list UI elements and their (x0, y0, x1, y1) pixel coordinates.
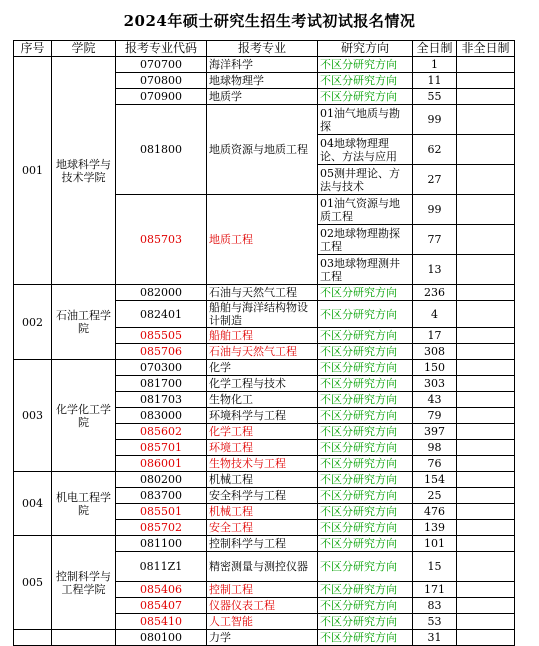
parttime-count (457, 285, 515, 301)
parttime-count (457, 225, 515, 255)
college-name: 机电工程学院 (52, 472, 116, 536)
research-direction: 不区分研究方向 (318, 504, 413, 520)
major-name: 力学 (207, 630, 318, 646)
fulltime-count: 77 (413, 225, 457, 255)
major-code: 081703 (116, 392, 207, 408)
major-name: 人工智能 (207, 614, 318, 630)
fulltime-count: 236 (413, 285, 457, 301)
major-name: 船舶与海洋结构物设计制造 (207, 301, 318, 328)
college-number: 005 (14, 536, 52, 630)
table-row (14, 360, 515, 376)
major-code: 086001 (116, 456, 207, 472)
parttime-count (457, 488, 515, 504)
major-code: 085701 (116, 440, 207, 456)
parttime-count (457, 614, 515, 630)
parttime-count (457, 504, 515, 520)
fulltime-count: 397 (413, 424, 457, 440)
research-direction: 01油气地质与勘探 (318, 105, 413, 135)
parttime-count (457, 344, 515, 360)
parttime-count (457, 195, 515, 225)
major-code: 085602 (116, 424, 207, 440)
fulltime-count: 53 (413, 614, 457, 630)
fulltime-count: 303 (413, 376, 457, 392)
fulltime-count: 1 (413, 57, 457, 73)
research-direction: 不区分研究方向 (318, 536, 413, 552)
table-body (14, 57, 515, 646)
table-row (14, 630, 515, 646)
major-code: 083700 (116, 488, 207, 504)
research-direction: 不区分研究方向 (318, 344, 413, 360)
college-number: 003 (14, 360, 52, 472)
fulltime-count: 83 (413, 598, 457, 614)
fulltime-count: 13 (413, 255, 457, 285)
research-direction: 不区分研究方向 (318, 424, 413, 440)
major-name: 控制工程 (207, 582, 318, 598)
parttime-count (457, 392, 515, 408)
research-direction: 不区分研究方向 (318, 614, 413, 630)
page-title: 2024年硕士研究生招生考试初试报名情况 (123, 12, 416, 30)
fulltime-count: 308 (413, 344, 457, 360)
fulltime-count: 31 (413, 630, 457, 646)
enrollment-table (13, 40, 515, 646)
parttime-count (457, 424, 515, 440)
parttime-count (457, 582, 515, 598)
fulltime-count: 99 (413, 195, 457, 225)
major-name: 船舶工程 (207, 328, 318, 344)
fulltime-count: 27 (413, 165, 457, 195)
major-name: 安全工程 (207, 520, 318, 536)
major-code: 085406 (116, 582, 207, 598)
major-code: 080200 (116, 472, 207, 488)
parttime-count (457, 456, 515, 472)
fulltime-count: 79 (413, 408, 457, 424)
research-direction: 不区分研究方向 (318, 89, 413, 105)
major-name: 化学 (207, 360, 318, 376)
major-name: 控制科学与工程 (207, 536, 318, 552)
research-direction: 05测井理论、方法与技术 (318, 165, 413, 195)
parttime-count (457, 520, 515, 536)
major-name: 化学工程 (207, 424, 318, 440)
college-number: 004 (14, 472, 52, 536)
research-direction: 02地球物理勘探工程 (318, 225, 413, 255)
research-direction: 不区分研究方向 (318, 598, 413, 614)
research-direction: 不区分研究方向 (318, 360, 413, 376)
research-direction: 不区分研究方向 (318, 582, 413, 598)
parttime-count (457, 472, 515, 488)
research-direction: 不区分研究方向 (318, 408, 413, 424)
college-number: 002 (14, 285, 52, 360)
research-direction: 不区分研究方向 (318, 552, 413, 582)
parttime-count (457, 598, 515, 614)
research-direction: 不区分研究方向 (318, 328, 413, 344)
major-code: 082401 (116, 301, 207, 328)
fulltime-count: 17 (413, 328, 457, 344)
major-code: 085702 (116, 520, 207, 536)
major-code: 085706 (116, 344, 207, 360)
major-code: 070300 (116, 360, 207, 376)
header-row (14, 41, 515, 57)
fulltime-count: 4 (413, 301, 457, 328)
parttime-count (457, 73, 515, 89)
fulltime-count: 99 (413, 105, 457, 135)
major-name: 机械工程 (207, 504, 318, 520)
fulltime-count: 62 (413, 135, 457, 165)
research-direction: 不区分研究方向 (318, 376, 413, 392)
college-name: 控制科学与工程学院 (52, 536, 116, 630)
fulltime-count: 150 (413, 360, 457, 376)
major-code: 080100 (116, 630, 207, 646)
parttime-count (457, 408, 515, 424)
fulltime-count: 25 (413, 488, 457, 504)
major-code: 082000 (116, 285, 207, 301)
parttime-count (457, 255, 515, 285)
research-direction: 不区分研究方向 (318, 285, 413, 301)
header-direction: 研究方向 (318, 41, 413, 57)
college-name: 化学化工学院 (52, 360, 116, 472)
fulltime-count: 101 (413, 536, 457, 552)
major-code: 081800 (116, 105, 207, 195)
research-direction: 不区分研究方向 (318, 630, 413, 646)
header-no: 序号 (14, 41, 52, 57)
college-number (14, 630, 52, 646)
parttime-count (457, 536, 515, 552)
parttime-count (457, 376, 515, 392)
fulltime-count: 43 (413, 392, 457, 408)
major-name: 仪器仪表工程 (207, 598, 318, 614)
fulltime-count: 11 (413, 73, 457, 89)
header-parttime: 非全日制 (457, 41, 515, 57)
research-direction: 03地球物理测井工程 (318, 255, 413, 285)
fulltime-count: 98 (413, 440, 457, 456)
major-name: 石油与天然气工程 (207, 344, 318, 360)
college-number: 001 (14, 57, 52, 285)
fulltime-count: 76 (413, 456, 457, 472)
parttime-count (457, 135, 515, 165)
major-code: 070800 (116, 73, 207, 89)
fulltime-count: 171 (413, 582, 457, 598)
major-code: 081700 (116, 376, 207, 392)
table-row (14, 57, 515, 73)
major-name: 地质学 (207, 89, 318, 105)
table-row (14, 536, 515, 552)
major-name: 机械工程 (207, 472, 318, 488)
table-row (14, 472, 515, 488)
research-direction: 不区分研究方向 (318, 456, 413, 472)
fulltime-count: 15 (413, 552, 457, 582)
major-code: 0811Z1 (116, 552, 207, 582)
research-direction: 01油气资源与地质工程 (318, 195, 413, 225)
header-code: 报考专业代码 (116, 41, 207, 57)
major-name: 生物技术与工程 (207, 456, 318, 472)
fulltime-count: 476 (413, 504, 457, 520)
major-name: 海洋科学 (207, 57, 318, 73)
research-direction: 04地球物理理论、方法与应用 (318, 135, 413, 165)
major-name: 生物化工 (207, 392, 318, 408)
major-code: 085703 (116, 195, 207, 285)
header-fulltime: 全日制 (413, 41, 457, 57)
parttime-count (457, 360, 515, 376)
header-major: 报考专业 (207, 41, 318, 57)
major-name: 石油与天然气工程 (207, 285, 318, 301)
major-name: 环境科学与工程 (207, 408, 318, 424)
major-name: 环境工程 (207, 440, 318, 456)
research-direction: 不区分研究方向 (318, 57, 413, 73)
major-code: 081100 (116, 536, 207, 552)
parttime-count (457, 552, 515, 582)
research-direction: 不区分研究方向 (318, 73, 413, 89)
fulltime-count: 139 (413, 520, 457, 536)
major-name: 化学工程与技术 (207, 376, 318, 392)
major-name: 地质资源与地质工程 (207, 105, 318, 195)
fulltime-count: 55 (413, 89, 457, 105)
research-direction: 不区分研究方向 (318, 520, 413, 536)
parttime-count (457, 301, 515, 328)
parttime-count (457, 89, 515, 105)
research-direction: 不区分研究方向 (318, 440, 413, 456)
major-name: 地球物理学 (207, 73, 318, 89)
parttime-count (457, 328, 515, 344)
major-code: 085410 (116, 614, 207, 630)
parttime-count (457, 630, 515, 646)
parttime-count (457, 440, 515, 456)
parttime-count (457, 165, 515, 195)
major-code: 085505 (116, 328, 207, 344)
research-direction: 不区分研究方向 (318, 472, 413, 488)
major-code: 083000 (116, 408, 207, 424)
fulltime-count: 154 (413, 472, 457, 488)
major-name: 安全科学与工程 (207, 488, 318, 504)
college-name (52, 630, 116, 646)
parttime-count (457, 105, 515, 135)
college-name: 石油工程学院 (52, 285, 116, 360)
research-direction: 不区分研究方向 (318, 392, 413, 408)
major-code: 085501 (116, 504, 207, 520)
college-name: 地球科学与技术学院 (52, 57, 116, 285)
table-row (14, 285, 515, 301)
research-direction: 不区分研究方向 (318, 488, 413, 504)
major-code: 070700 (116, 57, 207, 73)
major-code: 085407 (116, 598, 207, 614)
major-name: 地质工程 (207, 195, 318, 285)
parttime-count (457, 57, 515, 73)
major-code: 070900 (116, 89, 207, 105)
major-name: 精密测量与测控仪器 (207, 552, 318, 582)
header-college: 学院 (52, 41, 116, 57)
research-direction: 不区分研究方向 (318, 301, 413, 328)
